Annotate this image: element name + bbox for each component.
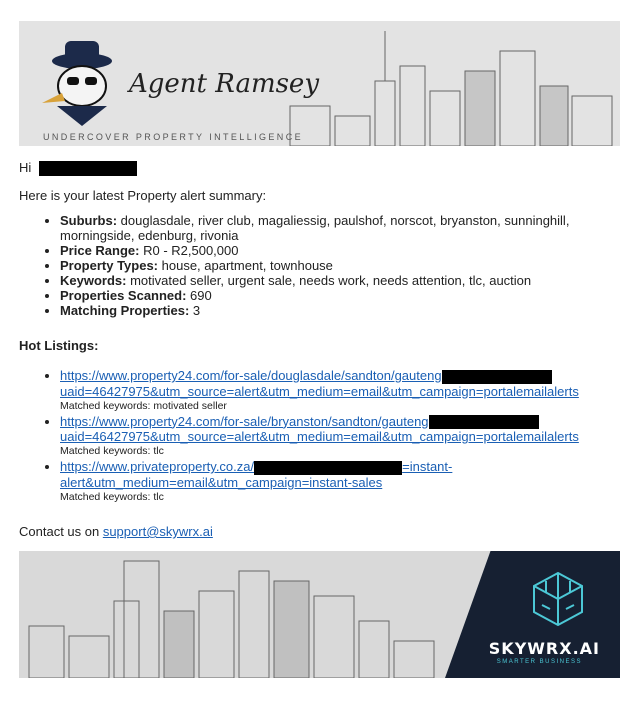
redacted-url bbox=[429, 415, 539, 429]
contact-line bbox=[19, 524, 213, 539]
city-skyline-icon bbox=[280, 21, 620, 146]
greeting-text: Hi bbox=[19, 160, 32, 175]
listing-item bbox=[60, 414, 640, 460]
summary-keywords: • Keywords: motivated seller, urgent sale, needs work, needs attention, tlc, auction bbox=[60, 273, 640, 288]
summary-price: • Price Range: R0 - R2,500,000 bbox=[60, 243, 640, 258]
summary-types: • Property Types: house, apartment, townhouse bbox=[60, 258, 640, 273]
listing-item bbox=[60, 459, 640, 505]
listing-keywords: Matched keywords: motivated seller bbox=[60, 399, 227, 412]
banner-title: Agent Ramsey bbox=[129, 69, 320, 99]
listing-link-3[interactable]: https://www.privateproperty.co.za/ =instant- alert&utm_medium=email&utm_campaign=instant-sales bbox=[60, 459, 453, 490]
footer-subtitle: SMARTER BUSINESS bbox=[496, 659, 582, 665]
summary-suburbs: • Suburbs: douglasdale, river club, magaliessig, paulshof, norscot, bryanston, sunninghill, morningside, edenburg, rivonia bbox=[60, 213, 640, 243]
city-skyline-icon bbox=[19, 551, 449, 678]
redacted-name bbox=[39, 161, 137, 176]
listing-item bbox=[60, 368, 640, 414]
greeting bbox=[19, 160, 137, 176]
listing-link-1[interactable]: https://www.property24.com/for-sale/douglasdale/sandton/gauteng uaid=46427975&utm_source=alert&utm_medium=email&utm_campaign=portalemailalerts bbox=[60, 368, 579, 399]
agent-mascot-icon bbox=[37, 31, 127, 131]
redacted-url bbox=[254, 461, 402, 475]
footer-brand: SKYWRX.AI bbox=[488, 639, 600, 658]
contact-prefix: Contact us on bbox=[19, 524, 103, 539]
header-banner bbox=[19, 21, 620, 146]
summary-list bbox=[20, 213, 640, 318]
listings-list bbox=[20, 368, 640, 505]
skywrx-cube-icon bbox=[528, 569, 588, 629]
summary-matching: • Matching Properties: 3 bbox=[60, 303, 640, 318]
hot-listings-heading: Hot Listings: bbox=[19, 338, 99, 353]
intro-text: Here is your latest Property alert summary: bbox=[19, 188, 267, 203]
footer-banner bbox=[19, 551, 620, 678]
listing-link-2[interactable]: https://www.property24.com/for-sale/bryanston/sandton/gauteng uaid=46427975&utm_source=alert&utm_medium=email&utm_campaign=portalemailalerts bbox=[60, 413, 579, 445]
listing-keywords: Matched keywords: tlc bbox=[60, 490, 164, 503]
summary-scanned: • Properties Scanned: 690 bbox=[60, 288, 640, 303]
listing-keywords: Matched keywords: tlc bbox=[60, 445, 164, 458]
redacted-url bbox=[442, 370, 552, 384]
banner-tagline: UNDERCOVER PROPERTY INTELLIGENCE bbox=[43, 132, 304, 142]
support-email-link[interactable]: support@skywrx.ai bbox=[102, 524, 213, 539]
